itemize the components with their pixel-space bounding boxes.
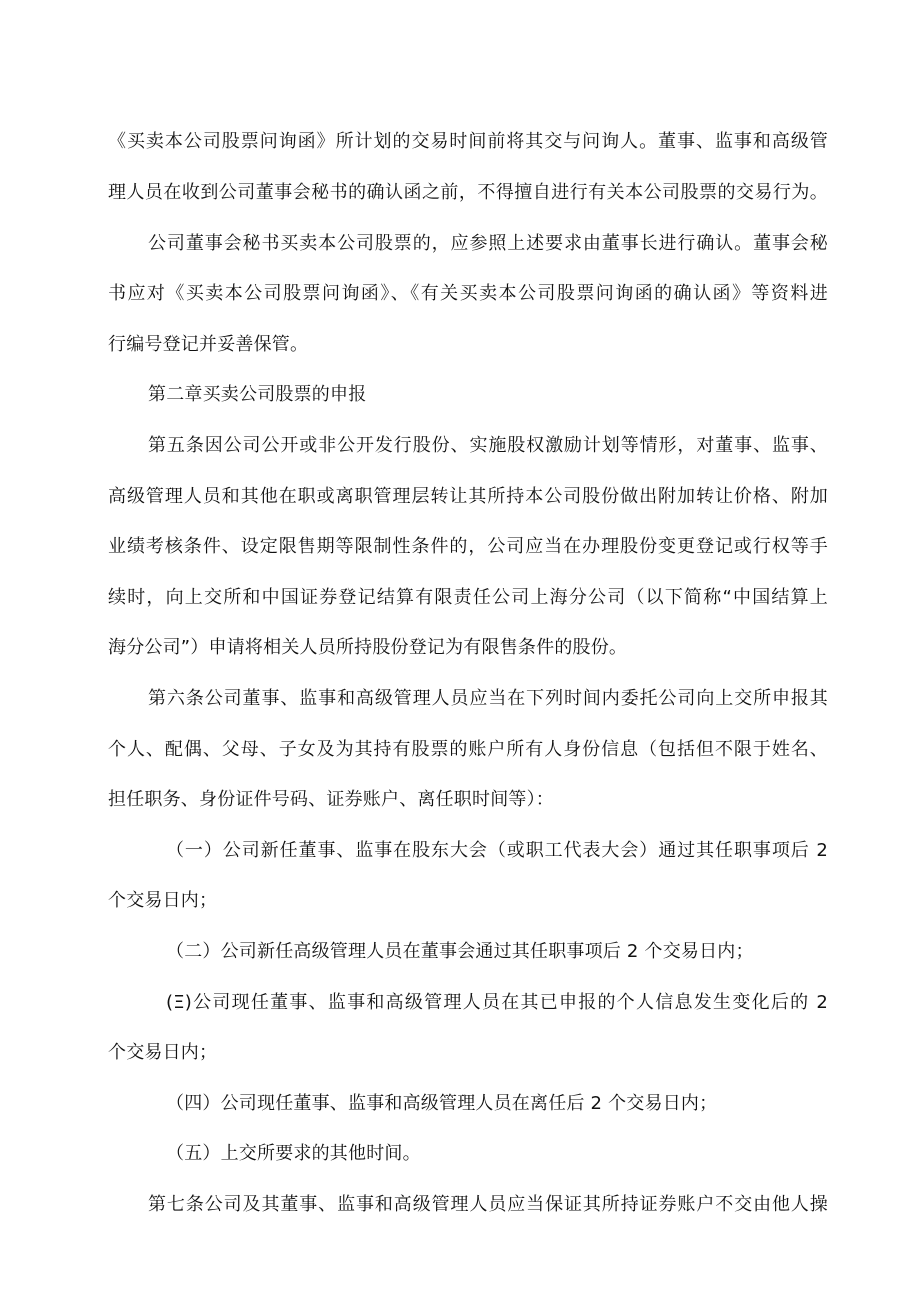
text-line: 第五条因公司公开或非公开发行股份、实施股权激励计划等情形，对董事、监事、 xyxy=(148,435,828,456)
list-item: (Ξ)公司现任董事、监事和高级管理人员在其已申报的个人信息发生变化后的 2 xyxy=(166,992,828,1013)
chapter-heading: 第二章买卖公司股票的申报 xyxy=(148,384,367,405)
text-line: 个人、配偶、父母、子女及为其持有股票的账户所有人身份信息（包括但不限于姓名、 xyxy=(108,739,828,760)
list-item: （四）公司现任董事、监事和高级管理人员在离任后 2 个交易日内； xyxy=(166,1093,718,1114)
text-line: 高级管理人员和其他在职或离职管理层转让其所持本公司股份做出附加转让价格、附加 xyxy=(108,486,828,507)
text-line: 业绩考核条件、设定限售期等限制性条件的，公司应当在办理股份变更登记或行权等手 xyxy=(108,536,828,557)
text-line: 公司董事会秘书买卖本公司股票的，应参照上述要求由董事长进行确认。董事会秘 xyxy=(148,233,828,254)
list-item: （一）公司新任董事、监事在股东大会（或职工代表大会）通过其任职事项后 2 xyxy=(166,840,828,861)
text-line: 个交易日内； xyxy=(108,1042,218,1063)
text-line: 第六条公司董事、监事和高级管理人员应当在下列时间内委托公司向上交所申报其 xyxy=(148,688,828,709)
text-line: 个交易日内； xyxy=(108,890,218,911)
text-line: 海分公司”）申请将相关人员所持股份登记为有限售条件的股份。 xyxy=(108,637,628,658)
list-item: （二）公司新任高级管理人员在董事会通过其任职事项后 2 个交易日内； xyxy=(166,941,754,962)
text-line: 行编号登记并妥善保管。 xyxy=(108,334,309,355)
text-line: 第七条公司及其董事、监事和高级管理人员应当保证其所持证券账户不交由他人操 xyxy=(148,1194,828,1215)
text-line: 《买卖本公司股票问询函》所计划的交易时间前将其交与问询人。董事、监事和高级管 xyxy=(108,131,828,152)
text-line: 担任职务、身份证件号码、证券账户、离任职时间等）： xyxy=(108,789,554,810)
list-item: （五）上交所要求的其他时间。 xyxy=(166,1143,421,1164)
text-line: 书应对《买卖本公司股票问询函》、《有关买卖本公司股票问询函的确认函》等资料进 xyxy=(108,283,828,304)
text-line: 续时，向上交所和中国证券登记结算有限责任公司上海分公司（以下简称“中国结算上 xyxy=(108,587,828,608)
text-line: 理人员在收到公司董事会秘书的确认函之前，不得擅自进行有关本公司股票的交易行为。 xyxy=(108,182,828,203)
